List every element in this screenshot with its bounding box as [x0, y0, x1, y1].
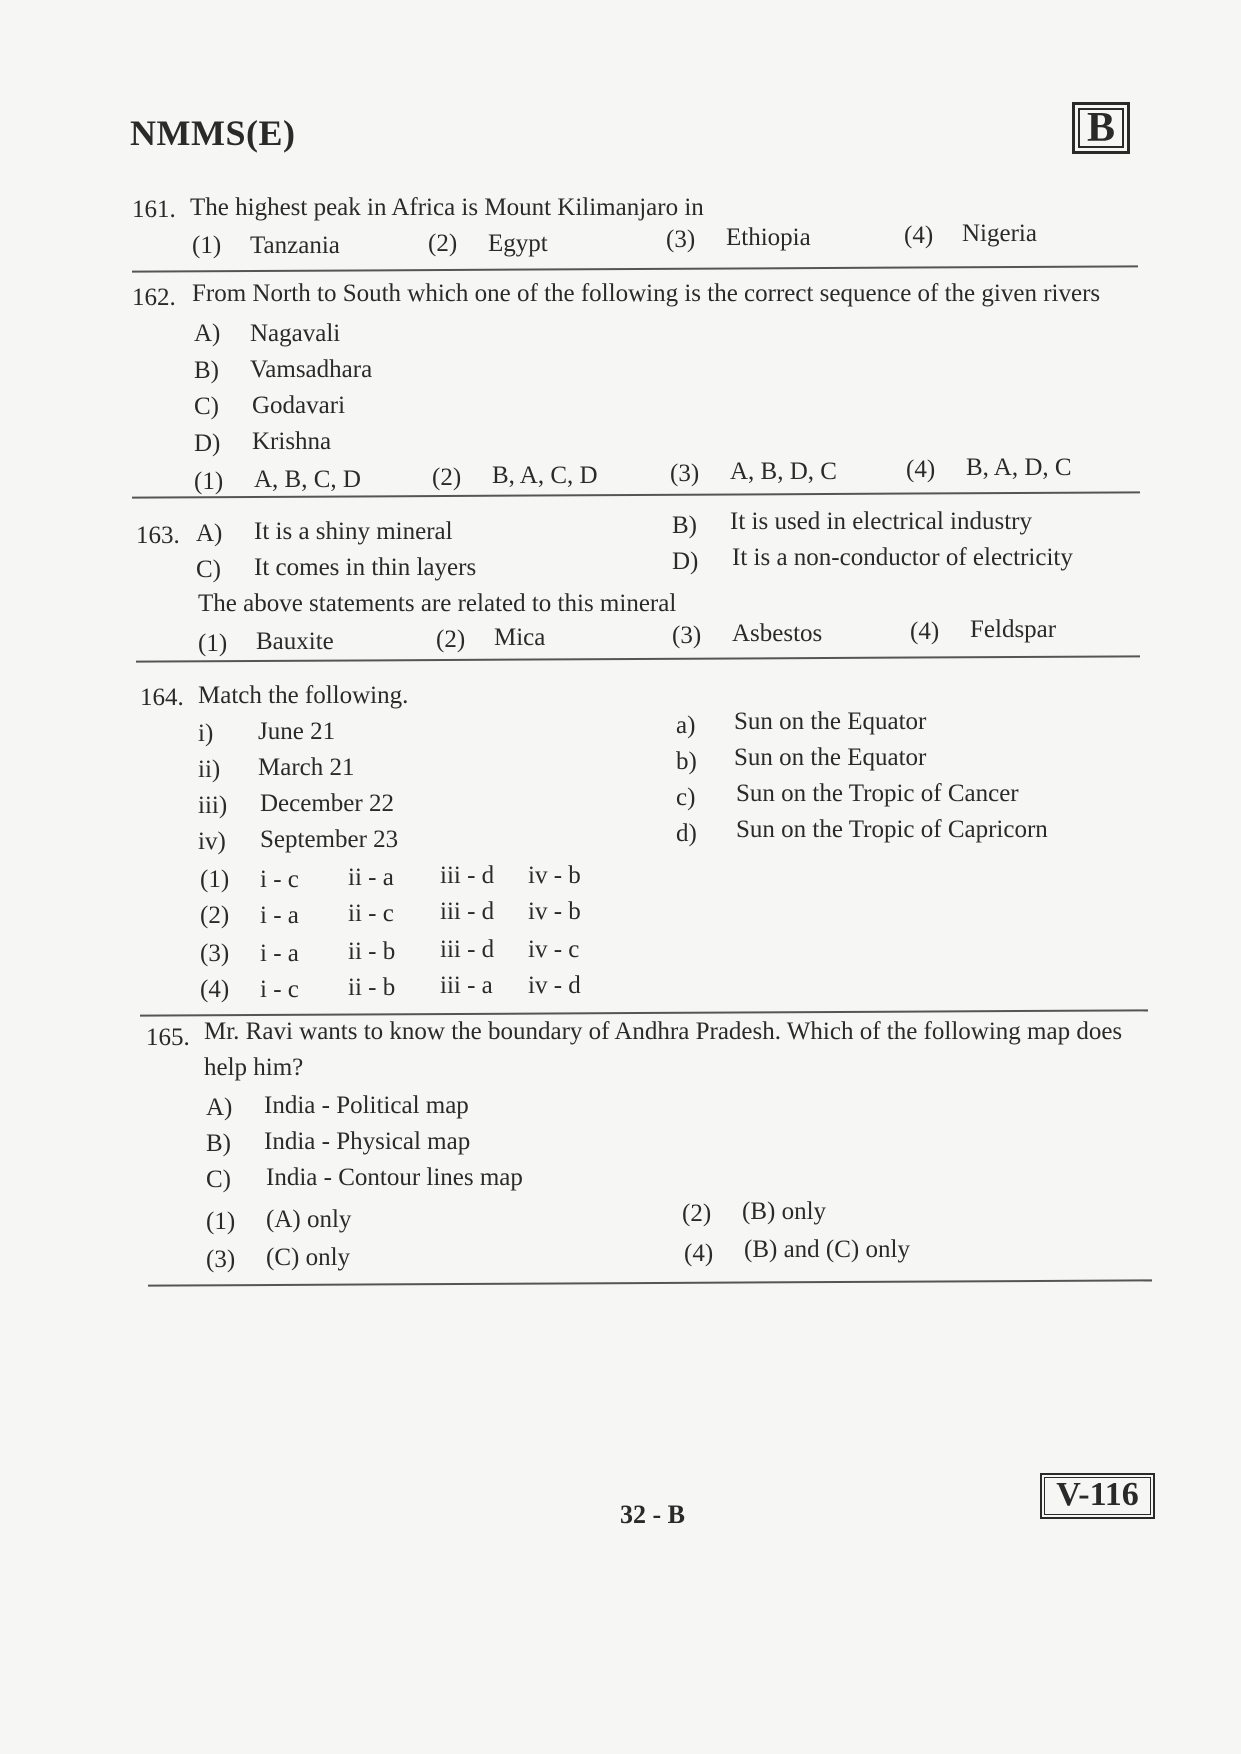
option-number: (2) — [682, 1200, 712, 1227]
option-text: Ethiopia — [726, 224, 811, 251]
item-text: India - Contour lines map — [266, 1164, 523, 1191]
item-text: Nagavali — [250, 320, 341, 347]
option-number: (3) — [200, 940, 230, 967]
option-number: (2) — [428, 230, 458, 257]
match-pair: ii - c — [348, 900, 394, 927]
question-number: 162. — [132, 284, 176, 311]
option-text: A, B, D, C — [730, 458, 837, 485]
match-right-text: Sun on the Tropic of Cancer — [736, 780, 1019, 807]
question-text: Match the following. — [198, 682, 409, 709]
match-pair: i - c — [260, 866, 299, 893]
match-left-text: December 22 — [260, 790, 394, 817]
option-number: (2) — [200, 902, 230, 929]
item-label: A) — [194, 320, 221, 347]
statement-text: It is a shiny mineral — [254, 518, 453, 545]
match-pair: iv - b — [528, 898, 581, 925]
option-text: Feldspar — [970, 616, 1057, 643]
option-text: B, A, C, D — [492, 462, 598, 489]
match-left-label: iv) — [198, 828, 226, 855]
option-number: (1) — [192, 232, 222, 259]
statement-label: A) — [196, 520, 223, 547]
option-number: (2) — [436, 626, 466, 653]
match-left-text: September 23 — [260, 826, 399, 853]
option-text: Nigeria — [962, 220, 1037, 247]
statement-text: It is used in electrical industry — [730, 508, 1033, 535]
statement-text: It is a non-conductor of electricity — [732, 544, 1073, 571]
match-right-label: b) — [676, 748, 697, 775]
match-right-label: a) — [676, 712, 696, 739]
item-text: India - Political map — [264, 1092, 469, 1119]
match-pair: ii - b — [348, 974, 396, 1001]
question-number: 161. — [132, 196, 176, 223]
match-pair: iii - a — [440, 972, 493, 999]
question-number: 164. — [140, 684, 184, 711]
match-pair: iv - b — [528, 862, 581, 889]
divider — [132, 265, 1138, 272]
match-pair: iv - c — [528, 936, 580, 963]
statement-label: B) — [672, 512, 697, 539]
option-number: (1) — [194, 468, 224, 495]
option-text: Tanzania — [250, 232, 340, 259]
option-text: Bauxite — [256, 628, 334, 655]
item-label: C) — [206, 1166, 231, 1193]
option-text: (B) and (C) only — [744, 1236, 910, 1263]
option-number: (4) — [200, 976, 230, 1003]
item-text: India - Physical map — [264, 1128, 471, 1155]
option-number: (1) — [198, 630, 228, 657]
option-number: (3) — [670, 460, 700, 487]
page-number: 32 - B — [620, 1500, 685, 1529]
divider — [148, 1279, 1152, 1286]
option-text: Mica — [494, 624, 546, 651]
option-number: (3) — [206, 1246, 236, 1273]
divider — [136, 655, 1140, 662]
option-number: (3) — [672, 622, 702, 649]
option-number: (1) — [200, 866, 230, 893]
option-number: (3) — [666, 226, 696, 253]
item-label: C) — [194, 393, 219, 420]
match-left-label: ii) — [198, 756, 221, 783]
match-pair: i - a — [260, 940, 299, 967]
question-number: 165. — [146, 1024, 190, 1051]
option-text: A, B, C, D — [254, 466, 361, 493]
divider — [140, 1009, 1148, 1016]
option-text: (C) only — [266, 1244, 351, 1271]
match-right-label: c) — [676, 784, 696, 811]
option-text: (B) only — [742, 1198, 827, 1225]
match-right-label: d) — [676, 820, 697, 847]
statement-text: It comes in thin layers — [254, 554, 477, 581]
item-label: D) — [194, 430, 221, 457]
option-number: (4) — [904, 222, 934, 249]
match-left-label: i) — [198, 720, 214, 747]
paper-title: NMMS(E) — [130, 113, 296, 153]
item-label: B) — [194, 357, 219, 384]
match-pair: iii - d — [440, 862, 495, 889]
set-code-badge: B — [1072, 102, 1130, 154]
match-right-text: Sun on the Tropic of Capricorn — [736, 816, 1048, 843]
option-text: (A) only — [266, 1206, 352, 1233]
statement-label: C) — [196, 556, 221, 583]
match-left-text: March 21 — [258, 754, 355, 781]
item-text: Godavari — [252, 392, 346, 419]
match-pair: ii - a — [348, 864, 394, 891]
question-text: From North to South which one of the following is the correct sequence of the given rivers — [192, 280, 1101, 307]
option-text: Egypt — [488, 230, 548, 257]
question-stem: The above statements are related to this mineral — [198, 590, 677, 617]
option-number: (2) — [432, 464, 462, 491]
question-text: The highest peak in Africa is Mount Kilimanjaro in — [190, 194, 704, 221]
question-number: 163. — [136, 522, 180, 549]
question-text: Mr. Ravi wants to know the boundary of Andhra Pradesh. Which of the following map does — [204, 1018, 1123, 1045]
booklet-code-badge: V-116 — [1040, 1473, 1155, 1519]
match-pair: iii - d — [440, 898, 495, 925]
item-text: Krishna — [252, 428, 332, 455]
option-number: (4) — [906, 456, 936, 483]
option-text: Asbestos — [732, 620, 823, 647]
match-right-text: Sun on the Equator — [734, 744, 927, 771]
match-right-text: Sun on the Equator — [734, 708, 927, 735]
option-number: (4) — [684, 1240, 714, 1267]
option-number: (4) — [910, 618, 940, 645]
match-pair: iv - d — [528, 972, 581, 999]
item-label: B) — [206, 1130, 231, 1157]
match-pair: i - c — [260, 976, 299, 1003]
match-pair: ii - b — [348, 938, 396, 965]
option-number: (1) — [206, 1208, 236, 1235]
statement-label: D) — [672, 548, 699, 575]
option-text: B, A, D, C — [966, 454, 1072, 481]
match-left-label: iii) — [198, 792, 228, 819]
match-left-text: June 21 — [258, 718, 336, 745]
match-pair: iii - d — [440, 936, 495, 963]
item-label: A) — [206, 1094, 233, 1121]
item-text: Vamsadhara — [250, 356, 373, 383]
match-pair: i - a — [260, 902, 299, 929]
question-text-continued: help him? — [204, 1054, 304, 1081]
